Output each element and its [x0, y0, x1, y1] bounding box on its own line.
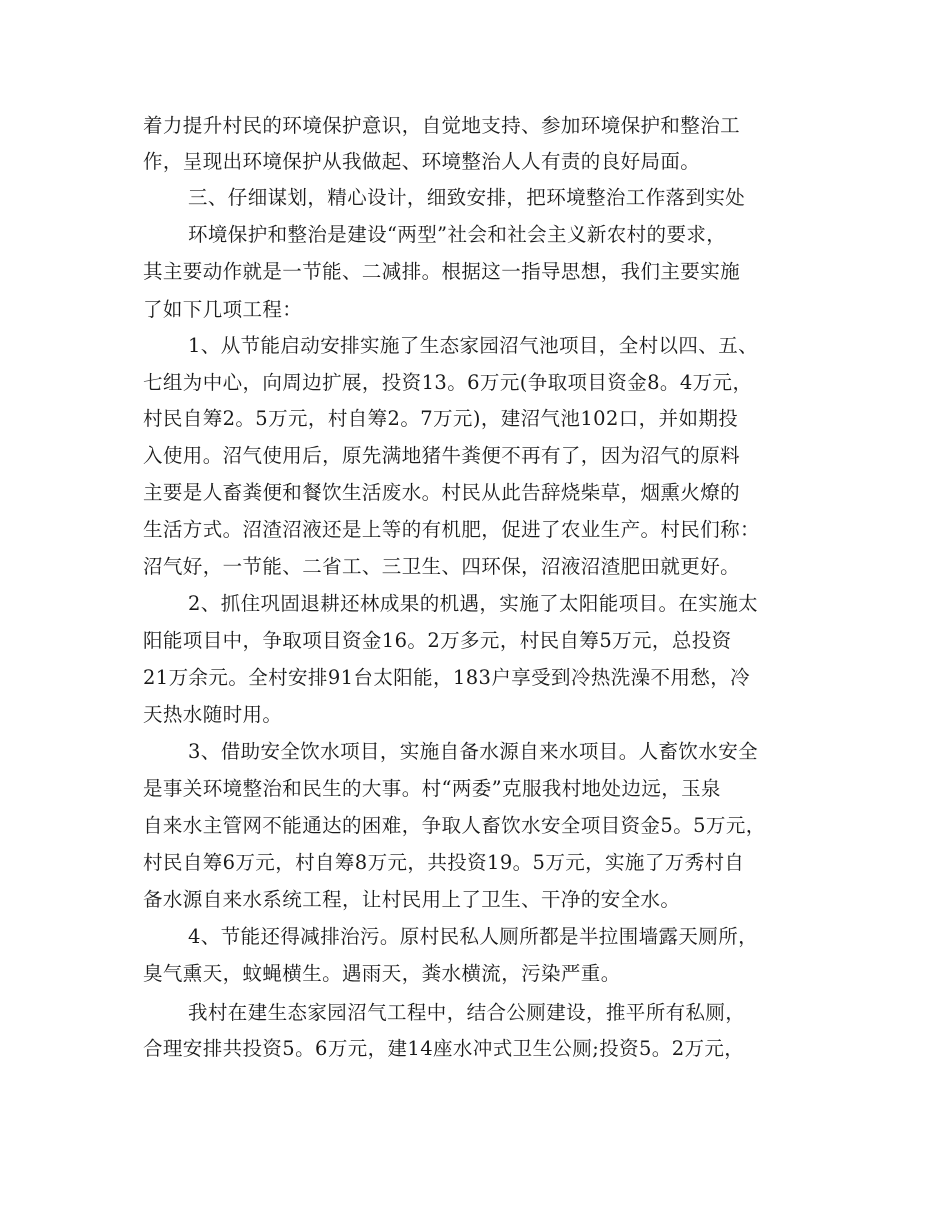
text-line: 我村在建生态家园沼气工程中，结合公厕建设，推平所有私厕，: [188, 1001, 746, 1024]
text-line: 备水源自来水系统工程，让村民用上了卫生、干净的安全水。: [143, 888, 681, 911]
text-line: 环境保护和整治是建设“两型”社会和社会主义新农村的要求，: [188, 223, 727, 246]
text-line: 臭气熏天，蚊蝇横生。遇雨天，粪水横流，污染严重。: [143, 962, 621, 985]
text-line: 主要是人畜粪便和餐饮生活废水。村民从此告辞烧柴草，烟熏火燎的: [143, 481, 741, 504]
text-line: 入使用。沼气使用后，原先满地猪牛粪便不再有了，因为沼气的原料: [143, 444, 741, 467]
section-heading: 三、仔细谋划，精心设计，细致安排，把环境整治工作落到实处: [188, 186, 746, 209]
text-line: 七组为中心，向周边扩展，投资13。6万元(争取项目资金8。4万元，: [143, 371, 753, 394]
text-line: 自来水主管网不能通达的困难，争取人畜饮水安全项目资金5。5万元，: [143, 814, 766, 837]
text-line: 了如下几项工程：: [143, 298, 303, 321]
text-line: 阳能项目中，争取项目资金16。2万多元，村民自筹5万元，总投资: [143, 629, 732, 652]
text-line: 着力提升村民的环境保护意识，自觉地支持、参加环境保护和整治工: [143, 114, 741, 137]
text-line: 1、从节能启动安排实施了生态家园沼气池项目，全村以四、五、: [188, 334, 759, 357]
text-line: 是事关环境整治和民生的大事。村“两委”克服我村地处边远，玉泉: [143, 777, 721, 800]
text-line: 合理安排共投资5。6万元，建14座水冲式卫生公厕;投资5。2万元，: [143, 1037, 745, 1060]
text-line: 21万余元。全村安排91台太阳能，183户享受到冷热洗澡不用愁，冷: [143, 666, 751, 689]
text-line: 2、抓住巩固退耕还林成果的机遇，实施了太阳能项目。在实施太: [188, 592, 759, 615]
text-line: 生活方式。沼渣沼液还是上等的有机肥，促进了农业生产。村民们称：: [143, 518, 760, 541]
text-line: 4、节能还得减排治污。原村民私人厕所都是半拉围墙露天厕所，: [188, 925, 759, 948]
text-line: 其主要动作就是一节能、二减排。根据这一指导思想，我们主要实施: [143, 260, 741, 283]
text-line: 村民自筹2。5万元，村自筹2。7万元)，建沼气池102口，并如期投: [143, 407, 739, 430]
text-line: 作，呈现出环境保护从我做起、环境整治人人有责的良好局面。: [143, 150, 701, 173]
text-line: 天热水随时用。: [143, 703, 283, 726]
text-line: 村民自筹6万元，村自筹8万元，共投资19。5万元，实施了万秀村自: [143, 851, 745, 874]
text-line: 沼气好，一节能、二省工、三卫生、四环保，沼液沼渣肥田就更好。: [143, 555, 741, 578]
text-line: 3、借助安全饮水项目，实施自备水源自来水项目。人畜饮水安全: [188, 740, 759, 763]
